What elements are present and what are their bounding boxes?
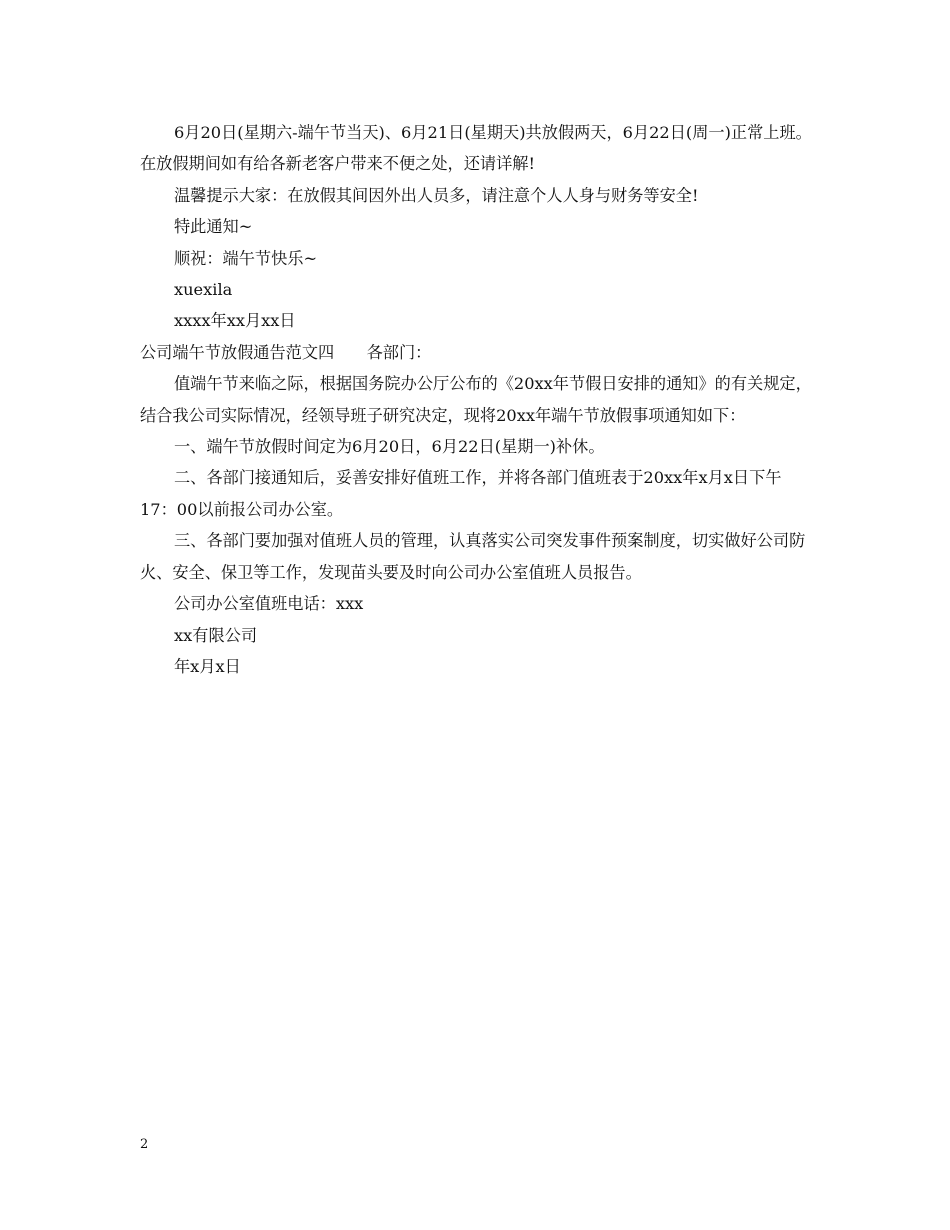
paragraph-safety-reminder: 温馨提示大家：在放假其间因外出人员多，请注意个人人身与财务等安全!: [174, 185, 699, 205]
paragraph-final-date: 年x月x日: [174, 656, 241, 676]
document-body: [140, 117, 812, 682]
paragraph-company-name: xx有限公司: [174, 625, 258, 645]
paragraph-item-one: 一、端午节放假时间定为6月20日，6月22日(星期一)补休。: [174, 437, 605, 457]
paragraph-office-phone: 公司办公室值班电话：xxx: [174, 594, 364, 614]
paragraph-date: xxxx年xx月xx日: [174, 311, 296, 331]
page-number: 2: [140, 1137, 149, 1152]
paragraph-notice-closing: 特此通知~: [174, 217, 253, 237]
paragraph-item-two: 二、各部门接通知后，妥善安排好值班工作，并将各部门值班表于20xx年x月x日下午17：00以前报公司办公室。: [140, 468, 782, 519]
paragraph-intro: 值端午节来临之际，根据国务院办公厅公布的《20xx年节假日安排的通知》的有关规定，结合我公司实际情况，经领导班子研究决定，现将20xx年端午节放假事项通知如下：: [140, 374, 812, 425]
paragraph-signature: xuexila: [174, 280, 233, 300]
section-heading: 公司端午节放假通告范文四 各部门：: [140, 342, 432, 362]
paragraph-holiday-dates: 6月20日(星期六-端午节当天)、6月21日(星期天)共放假两天，6月22日(周一)正常上班。在放假期间如有给各新老客户带来不便之处，还请详解!: [140, 123, 812, 174]
paragraph-greeting: 顺祝：端午节快乐~: [174, 248, 318, 268]
paragraph-item-three: 三、各部门要加强对值班人员的管理，认真落实公司突发事件预案制度，切实做好公司防火、安全、保卫等工作，发现苗头要及时向公司办公室值班人员报告。: [140, 531, 806, 582]
